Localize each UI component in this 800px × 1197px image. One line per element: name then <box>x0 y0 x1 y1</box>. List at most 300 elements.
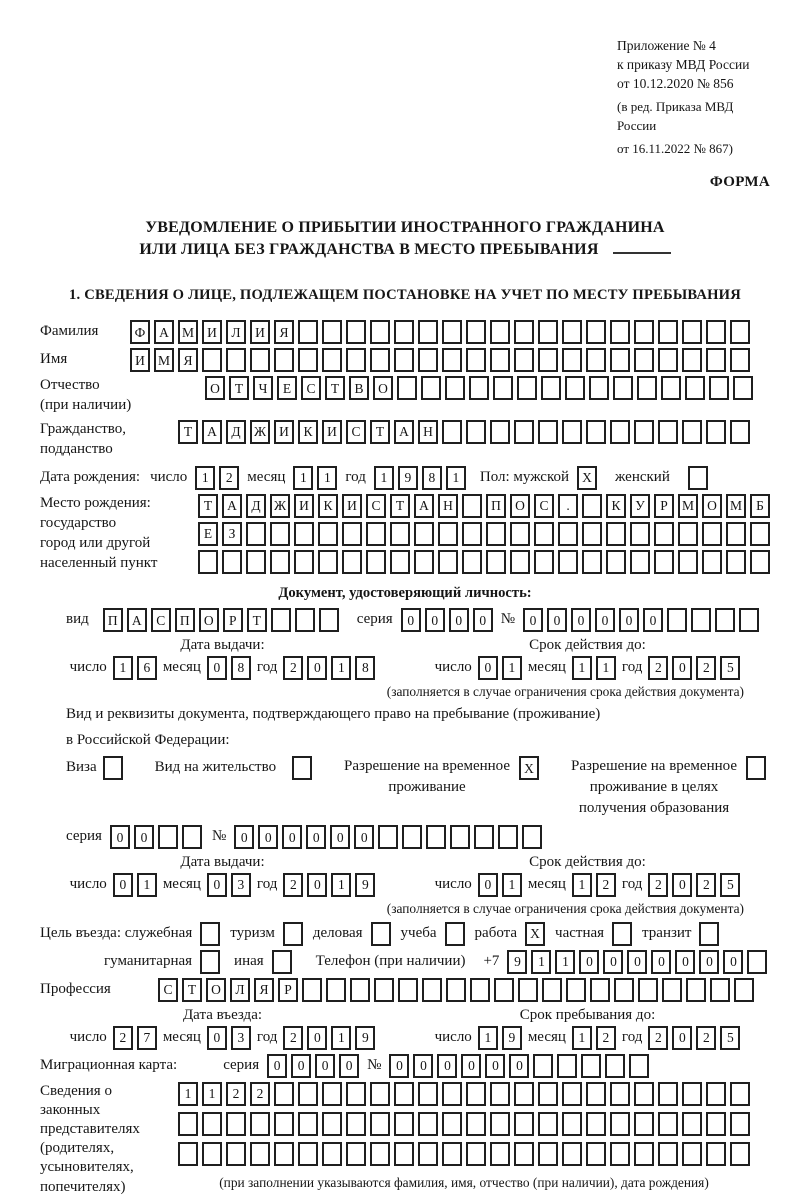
char-box[interactable] <box>678 550 698 574</box>
char-box[interactable]: К <box>606 494 626 518</box>
char-box[interactable] <box>302 978 322 1002</box>
char-box[interactable] <box>658 1112 678 1136</box>
char-box[interactable] <box>442 348 462 372</box>
purpose-transit-checkbox[interactable] <box>699 922 719 946</box>
char-box[interactable] <box>445 922 465 946</box>
birth-place-row2-field[interactable] <box>198 522 770 546</box>
migration-series-field[interactable] <box>267 1054 359 1078</box>
char-box[interactable]: 2 <box>283 873 303 897</box>
char-box[interactable] <box>730 348 750 372</box>
char-box[interactable] <box>558 550 578 574</box>
char-box[interactable]: 0 <box>267 1054 287 1078</box>
char-box[interactable] <box>538 348 558 372</box>
char-box[interactable] <box>750 522 770 546</box>
char-box[interactable]: 0 <box>449 608 469 632</box>
char-box[interactable] <box>586 1142 606 1166</box>
char-box[interactable]: 0 <box>473 608 493 632</box>
identity-issue-month-field[interactable] <box>207 656 251 680</box>
entry-month-field[interactable] <box>207 1026 251 1050</box>
char-box[interactable] <box>466 420 486 444</box>
char-box[interactable]: 0 <box>307 1026 327 1050</box>
char-box[interactable] <box>726 522 746 546</box>
char-box[interactable] <box>514 320 534 344</box>
char-box[interactable] <box>634 1142 654 1166</box>
char-box[interactable]: 0 <box>113 873 133 897</box>
char-box[interactable] <box>294 522 314 546</box>
char-box[interactable] <box>562 420 582 444</box>
char-box[interactable] <box>538 420 558 444</box>
char-box[interactable]: 1 <box>502 873 522 897</box>
char-box[interactable]: 6 <box>137 656 157 680</box>
doc-kind-field[interactable] <box>103 608 339 632</box>
residence-valid-day-field[interactable] <box>478 873 522 897</box>
char-box[interactable]: Ж <box>250 420 270 444</box>
doc-number-field[interactable] <box>523 608 759 632</box>
char-box[interactable]: 0 <box>595 608 615 632</box>
char-box[interactable] <box>534 522 554 546</box>
char-box[interactable]: 1 <box>195 466 215 490</box>
char-box[interactable] <box>274 1142 294 1166</box>
char-box[interactable] <box>246 550 266 574</box>
char-box[interactable]: 2 <box>648 873 668 897</box>
char-box[interactable] <box>158 825 178 849</box>
char-box[interactable]: 0 <box>523 608 543 632</box>
char-box[interactable] <box>200 922 220 946</box>
purpose-study-checkbox[interactable] <box>445 922 465 946</box>
char-box[interactable]: М <box>678 494 698 518</box>
char-box[interactable] <box>730 320 750 344</box>
char-box[interactable] <box>739 608 759 632</box>
char-box[interactable] <box>462 550 482 574</box>
char-box[interactable]: С <box>151 608 171 632</box>
residence-valid-month-field[interactable] <box>572 873 616 897</box>
char-box[interactable] <box>274 1112 294 1136</box>
char-box[interactable]: И <box>250 320 270 344</box>
char-box[interactable] <box>272 950 292 974</box>
char-box[interactable]: Р <box>278 978 298 1002</box>
char-box[interactable] <box>562 348 582 372</box>
char-box[interactable] <box>182 825 202 849</box>
char-box[interactable]: И <box>342 494 362 518</box>
char-box[interactable]: 0 <box>207 656 227 680</box>
char-box[interactable] <box>322 320 342 344</box>
char-box[interactable] <box>566 978 586 1002</box>
char-box[interactable]: М <box>178 320 198 344</box>
char-box[interactable] <box>682 420 702 444</box>
char-box[interactable] <box>418 348 438 372</box>
char-box[interactable] <box>298 348 318 372</box>
char-box[interactable]: 9 <box>355 873 375 897</box>
char-box[interactable]: 0 <box>672 1026 692 1050</box>
char-box[interactable]: У <box>630 494 650 518</box>
char-box[interactable] <box>394 1142 414 1166</box>
char-box[interactable]: 0 <box>234 825 254 849</box>
char-box[interactable] <box>586 320 606 344</box>
char-box[interactable] <box>538 1142 558 1166</box>
char-box[interactable]: 2 <box>596 873 616 897</box>
char-box[interactable] <box>246 522 266 546</box>
char-box[interactable] <box>422 978 442 1002</box>
char-box[interactable] <box>586 348 606 372</box>
char-box[interactable]: 0 <box>110 825 130 849</box>
char-box[interactable]: 2 <box>648 656 668 680</box>
char-box[interactable] <box>438 550 458 574</box>
stay-year-field[interactable] <box>648 1026 740 1050</box>
char-box[interactable] <box>688 466 708 490</box>
char-box[interactable] <box>295 608 315 632</box>
char-box[interactable] <box>298 1082 318 1106</box>
char-box[interactable]: Р <box>223 608 243 632</box>
char-box[interactable] <box>270 550 290 574</box>
char-box[interactable] <box>371 922 391 946</box>
char-box[interactable]: 1 <box>446 466 466 490</box>
char-box[interactable] <box>250 1142 270 1166</box>
residence-permit-checkbox[interactable] <box>292 756 312 780</box>
char-box[interactable] <box>586 1112 606 1136</box>
char-box[interactable] <box>582 550 602 574</box>
char-box[interactable] <box>414 522 434 546</box>
char-box[interactable]: 2 <box>250 1082 270 1106</box>
char-box[interactable] <box>706 320 726 344</box>
char-box[interactable]: А <box>222 494 242 518</box>
residence-valid-year-field[interactable] <box>648 873 740 897</box>
char-box[interactable] <box>702 522 722 546</box>
char-box[interactable]: 0 <box>330 825 350 849</box>
char-box[interactable] <box>486 550 506 574</box>
char-box[interactable]: Н <box>438 494 458 518</box>
char-box[interactable] <box>706 420 726 444</box>
char-box[interactable]: А <box>154 320 174 344</box>
char-box[interactable] <box>198 550 218 574</box>
char-box[interactable] <box>629 1054 649 1078</box>
stay-day-field[interactable] <box>478 1026 522 1050</box>
char-box[interactable] <box>466 1082 486 1106</box>
char-box[interactable]: О <box>206 978 226 1002</box>
birth-place-row1-field[interactable] <box>198 494 770 518</box>
char-box[interactable] <box>581 1054 601 1078</box>
birth-month-field[interactable] <box>293 466 337 490</box>
char-box[interactable] <box>605 1054 625 1078</box>
char-box[interactable] <box>226 1142 246 1166</box>
char-box[interactable] <box>662 978 682 1002</box>
char-box[interactable] <box>200 950 220 974</box>
char-box[interactable]: Д <box>246 494 266 518</box>
char-box[interactable] <box>610 1142 630 1166</box>
char-box[interactable] <box>610 420 630 444</box>
char-box[interactable]: 0 <box>437 1054 457 1078</box>
char-box[interactable]: Я <box>254 978 274 1002</box>
char-box[interactable] <box>541 376 561 400</box>
char-box[interactable]: О <box>199 608 219 632</box>
char-box[interactable] <box>514 1112 534 1136</box>
char-box[interactable]: Е <box>198 522 218 546</box>
char-box[interactable] <box>514 420 534 444</box>
char-box[interactable]: 1 <box>317 466 337 490</box>
char-box[interactable] <box>226 1112 246 1136</box>
char-box[interactable]: 2 <box>648 1026 668 1050</box>
char-box[interactable] <box>565 376 585 400</box>
char-box[interactable]: 0 <box>134 825 154 849</box>
stay-month-field[interactable] <box>572 1026 616 1050</box>
char-box[interactable]: 0 <box>579 950 599 974</box>
purpose-humanitarian-checkbox[interactable] <box>200 950 220 974</box>
char-box[interactable]: 9 <box>507 950 527 974</box>
char-box[interactable]: 8 <box>355 656 375 680</box>
char-box[interactable] <box>322 1082 342 1106</box>
char-box[interactable]: И <box>322 420 342 444</box>
char-box[interactable]: 0 <box>315 1054 335 1078</box>
char-box[interactable]: 0 <box>291 1054 311 1078</box>
char-box[interactable] <box>658 420 678 444</box>
char-box[interactable] <box>318 522 338 546</box>
char-box[interactable]: 0 <box>307 873 327 897</box>
char-box[interactable] <box>322 1112 342 1136</box>
char-box[interactable] <box>322 1142 342 1166</box>
char-box[interactable]: 0 <box>401 608 421 632</box>
char-box[interactable] <box>654 550 674 574</box>
char-box[interactable] <box>342 550 362 574</box>
char-box[interactable]: 3 <box>231 1026 251 1050</box>
char-box[interactable]: Л <box>226 320 246 344</box>
char-box[interactable] <box>370 348 390 372</box>
char-box[interactable]: 0 <box>339 1054 359 1078</box>
char-box[interactable] <box>667 608 687 632</box>
char-box[interactable] <box>438 522 458 546</box>
char-box[interactable]: 9 <box>355 1026 375 1050</box>
char-box[interactable]: 0 <box>603 950 623 974</box>
char-box[interactable]: 2 <box>696 873 716 897</box>
char-box[interactable]: А <box>202 420 222 444</box>
char-box[interactable] <box>606 522 626 546</box>
char-box[interactable] <box>366 522 386 546</box>
birth-year-field[interactable] <box>374 466 466 490</box>
char-box[interactable] <box>582 522 602 546</box>
char-box[interactable]: О <box>510 494 530 518</box>
residence-series-field[interactable] <box>110 825 202 849</box>
char-box[interactable] <box>702 550 722 574</box>
char-box[interactable]: 1 <box>478 1026 498 1050</box>
char-box[interactable] <box>610 348 630 372</box>
char-box[interactable] <box>686 978 706 1002</box>
char-box[interactable]: 1 <box>331 656 351 680</box>
char-box[interactable]: Т <box>178 420 198 444</box>
char-box[interactable] <box>394 320 414 344</box>
char-box[interactable]: Т <box>370 420 390 444</box>
purpose-other-checkbox[interactable] <box>272 950 292 974</box>
char-box[interactable]: 0 <box>413 1054 433 1078</box>
char-box[interactable]: 5 <box>720 873 740 897</box>
char-box[interactable] <box>612 922 632 946</box>
char-box[interactable] <box>510 550 530 574</box>
char-box[interactable] <box>730 1112 750 1136</box>
char-box[interactable]: А <box>414 494 434 518</box>
char-box[interactable]: Т <box>247 608 267 632</box>
char-box[interactable] <box>318 550 338 574</box>
char-box[interactable] <box>709 376 729 400</box>
char-box[interactable]: 1 <box>374 466 394 490</box>
char-box[interactable] <box>658 320 678 344</box>
char-box[interactable]: С <box>366 494 386 518</box>
char-box[interactable] <box>342 522 362 546</box>
identity-issue-day-field[interactable] <box>113 656 157 680</box>
char-box[interactable]: 0 <box>675 950 695 974</box>
char-box[interactable] <box>462 522 482 546</box>
char-box[interactable] <box>374 978 394 1002</box>
char-box[interactable] <box>634 420 654 444</box>
char-box[interactable] <box>682 1142 702 1166</box>
char-box[interactable] <box>733 376 753 400</box>
char-box[interactable]: М <box>154 348 174 372</box>
char-box[interactable] <box>610 320 630 344</box>
char-box[interactable] <box>271 608 291 632</box>
char-box[interactable] <box>298 1142 318 1166</box>
char-box[interactable] <box>706 1112 726 1136</box>
char-box[interactable]: 2 <box>113 1026 133 1050</box>
char-box[interactable] <box>654 522 674 546</box>
migration-number-field[interactable] <box>389 1054 649 1078</box>
char-box[interactable] <box>630 522 650 546</box>
char-box[interactable]: 8 <box>422 466 442 490</box>
edu-residence-permit-checkbox[interactable] <box>746 756 766 780</box>
char-box[interactable]: Т <box>182 978 202 1002</box>
char-box[interactable] <box>490 320 510 344</box>
char-box[interactable]: П <box>486 494 506 518</box>
char-box[interactable] <box>346 1142 366 1166</box>
first-name-field[interactable] <box>130 348 750 372</box>
entry-day-field[interactable] <box>113 1026 157 1050</box>
legal-reps-row2-field[interactable] <box>178 1112 750 1136</box>
char-box[interactable] <box>534 550 554 574</box>
char-box[interactable] <box>610 1082 630 1106</box>
char-box[interactable]: X <box>519 756 539 780</box>
char-box[interactable] <box>474 825 494 849</box>
identity-valid-month-field[interactable] <box>572 656 616 680</box>
char-box[interactable] <box>658 348 678 372</box>
char-box[interactable]: З <box>222 522 242 546</box>
char-box[interactable] <box>445 376 465 400</box>
char-box[interactable]: 0 <box>672 873 692 897</box>
char-box[interactable]: В <box>349 376 369 400</box>
char-box[interactable]: Б <box>750 494 770 518</box>
char-box[interactable] <box>283 922 303 946</box>
char-box[interactable]: 0 <box>571 608 591 632</box>
char-box[interactable]: 1 <box>596 656 616 680</box>
char-box[interactable]: К <box>298 420 318 444</box>
char-box[interactable] <box>394 348 414 372</box>
char-box[interactable]: Е <box>277 376 297 400</box>
char-box[interactable] <box>538 1112 558 1136</box>
char-box[interactable] <box>498 825 518 849</box>
char-box[interactable]: 0 <box>478 873 498 897</box>
sex-male-checkbox[interactable] <box>577 466 597 490</box>
char-box[interactable]: 0 <box>643 608 663 632</box>
char-box[interactable] <box>394 1082 414 1106</box>
char-box[interactable]: Я <box>178 348 198 372</box>
char-box[interactable]: 2 <box>226 1082 246 1106</box>
char-box[interactable]: М <box>726 494 746 518</box>
char-box[interactable] <box>542 978 562 1002</box>
char-box[interactable] <box>590 978 610 1002</box>
char-box[interactable] <box>294 550 314 574</box>
char-box[interactable]: 0 <box>389 1054 409 1078</box>
char-box[interactable]: С <box>301 376 321 400</box>
residence-issue-year-field[interactable] <box>283 873 375 897</box>
purpose-work-checkbox[interactable] <box>525 922 545 946</box>
char-box[interactable] <box>730 1142 750 1166</box>
birth-day-field[interactable] <box>195 466 239 490</box>
char-box[interactable]: 3 <box>231 873 251 897</box>
char-box[interactable] <box>442 420 462 444</box>
char-box[interactable] <box>350 978 370 1002</box>
char-box[interactable] <box>103 756 123 780</box>
char-box[interactable]: Ж <box>270 494 290 518</box>
char-box[interactable]: 1 <box>113 656 133 680</box>
char-box[interactable] <box>490 420 510 444</box>
char-box[interactable] <box>517 376 537 400</box>
char-box[interactable] <box>292 756 312 780</box>
char-box[interactable]: 1 <box>331 1026 351 1050</box>
char-box[interactable] <box>658 1082 678 1106</box>
char-box[interactable] <box>450 825 470 849</box>
char-box[interactable] <box>319 608 339 632</box>
identity-issue-year-field[interactable] <box>283 656 375 680</box>
char-box[interactable] <box>418 320 438 344</box>
char-box[interactable]: С <box>158 978 178 1002</box>
char-box[interactable]: 9 <box>398 466 418 490</box>
char-box[interactable] <box>610 1112 630 1136</box>
char-box[interactable] <box>390 522 410 546</box>
char-box[interactable]: 9 <box>502 1026 522 1050</box>
char-box[interactable] <box>486 522 506 546</box>
char-box[interactable] <box>589 376 609 400</box>
char-box[interactable] <box>514 348 534 372</box>
char-box[interactable] <box>398 978 418 1002</box>
char-box[interactable]: И <box>274 420 294 444</box>
char-box[interactable]: Т <box>198 494 218 518</box>
char-box[interactable] <box>750 550 770 574</box>
char-box[interactable] <box>557 1054 577 1078</box>
char-box[interactable] <box>442 1112 462 1136</box>
char-box[interactable]: 5 <box>720 656 740 680</box>
char-box[interactable]: И <box>294 494 314 518</box>
char-box[interactable] <box>606 550 626 574</box>
char-box[interactable] <box>322 348 342 372</box>
char-box[interactable] <box>658 1142 678 1166</box>
char-box[interactable]: Л <box>230 978 250 1002</box>
char-box[interactable]: А <box>127 608 147 632</box>
char-box[interactable]: О <box>205 376 225 400</box>
char-box[interactable]: 0 <box>478 656 498 680</box>
char-box[interactable] <box>462 494 482 518</box>
char-box[interactable] <box>706 348 726 372</box>
visa-checkbox[interactable] <box>103 756 123 780</box>
char-box[interactable] <box>274 1082 294 1106</box>
char-box[interactable] <box>706 1082 726 1106</box>
char-box[interactable] <box>226 348 246 372</box>
char-box[interactable] <box>202 1112 222 1136</box>
char-box[interactable]: 2 <box>283 1026 303 1050</box>
char-box[interactable] <box>630 550 650 574</box>
char-box[interactable] <box>490 1112 510 1136</box>
char-box[interactable] <box>469 376 489 400</box>
char-box[interactable] <box>538 1082 558 1106</box>
char-box[interactable] <box>562 1112 582 1136</box>
char-box[interactable] <box>634 1082 654 1106</box>
char-box[interactable] <box>685 376 705 400</box>
residence-issue-month-field[interactable] <box>207 873 251 897</box>
char-box[interactable] <box>522 825 542 849</box>
char-box[interactable]: 0 <box>619 608 639 632</box>
